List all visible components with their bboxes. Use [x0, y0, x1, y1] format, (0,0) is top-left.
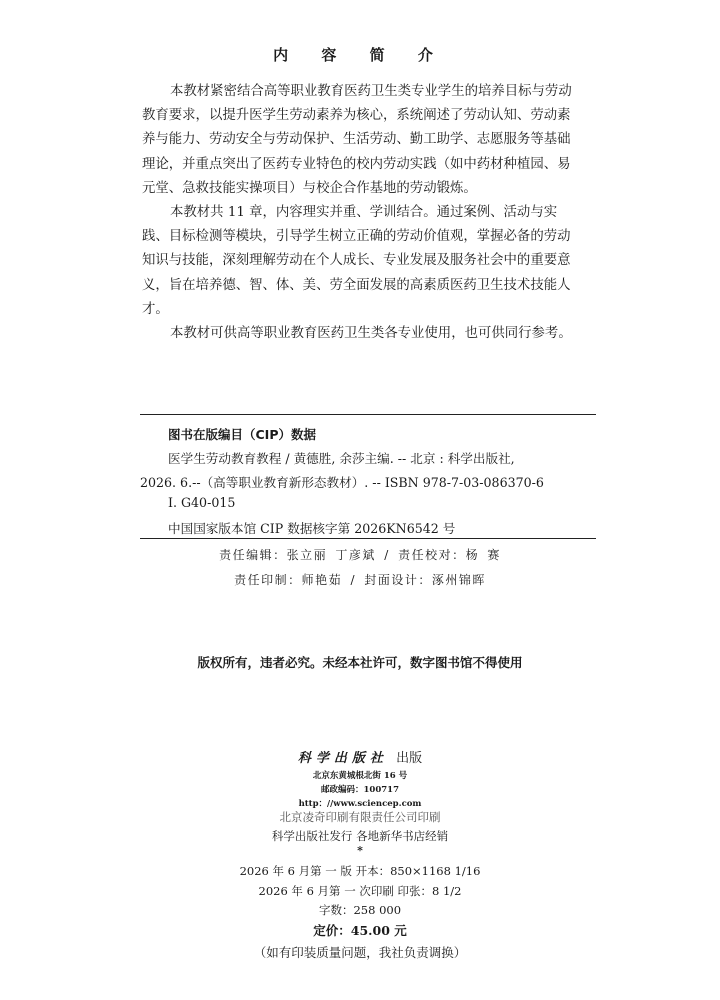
printing-line: 2026 年 6 月第 一 次印刷 印张：8 1/2 [258, 884, 462, 898]
intro-paragraph: 本教材可供高等职业教育医药卫生类各专业使用，也可供同行参考。 [170, 326, 572, 342]
cip-line-2: 2026. 6.--（高等职业教育新形态教材）. -- ISBN 978-7-03-086370-6 [140, 475, 544, 490]
publisher-suffix: 出版 [396, 751, 423, 766]
publisher-line [0, 747, 720, 766]
publisher-url: http：//www.sciencep.com [298, 799, 422, 809]
cip-line-1: 医学生劳动教育教程 / 黄德胜, 余莎主编. -- 北京 : 科学出版社, [168, 451, 515, 466]
cip-heading: 图书在版编目（CIP）数据 [168, 427, 316, 442]
quality-note: （如有印装质量问题，我社负责调换） [253, 945, 467, 960]
intro-paragraph: 本教材共 11 章，内容理实并重、学训结合。通过案例、活动与实践、目标检测等模块，引导学生树立正确的劳动价值观，掌握必备的劳动知识与技能，深刻理解劳动在个人成长、专业发展及服务社会中的重要意义，旨在培养德、智、体、美、劳全面发展的高素质医药卫生技术技能人才。 [142, 205, 571, 317]
publisher-logo: 科学出版社 [297, 751, 388, 766]
page-title: 内 容 简 介 [273, 46, 447, 64]
intro-text [142, 80, 582, 346]
distribution-line: 科学出版社发行 各地新华书店经销 [271, 829, 449, 843]
credits-line-1: 责任编辑：张立丽 丁彦斌 / 责任校对：杨 赛 [219, 548, 501, 562]
publisher-address: 北京东黄城根北街 16 号 [312, 771, 408, 781]
separator-star: * [357, 844, 363, 857]
cip-line-3: Ⅰ. G40-015 [168, 495, 236, 510]
price: 定价：45.00 元 [313, 923, 407, 938]
cip-top-rule [140, 414, 596, 415]
printer-line: 北京凌奇印刷有限责任公司印刷 [279, 810, 441, 824]
intro-paragraph: 本教材紧密结合高等职业教育医药卫生类专业学生的培养目标与劳动教育要求，以提升医学生劳动素养为核心，系统阐述了劳动认知、劳动素养与能力、劳动安全与劳动保护、生活劳动、勤工助学、志愿服务等基础理论，并重点突出了医药专业特色的校内劳动实践（如中药材种植园、易元堂、急救技能实操项目）与校企合作基地的劳动锻炼。 [142, 84, 572, 196]
publisher-postcode: 邮政编码：100717 [321, 785, 399, 795]
cip-line-4: 中国国家版本馆 CIP 数据核字第 2026KN6542 号 [168, 521, 456, 536]
edition-line: 2026 年 6 月第 一 版 开本：850×1168 1/16 [239, 864, 481, 878]
cip-bottom-rule [140, 538, 596, 539]
copyright-notice: 版权所有，违者必究。未经本社许可，数字图书馆不得使用 [197, 655, 523, 670]
credits-line-2: 责任印制：师艳茹 / 封面设计：涿州锦晖 [234, 573, 486, 587]
word-count: 字数：258 000 [318, 903, 402, 917]
